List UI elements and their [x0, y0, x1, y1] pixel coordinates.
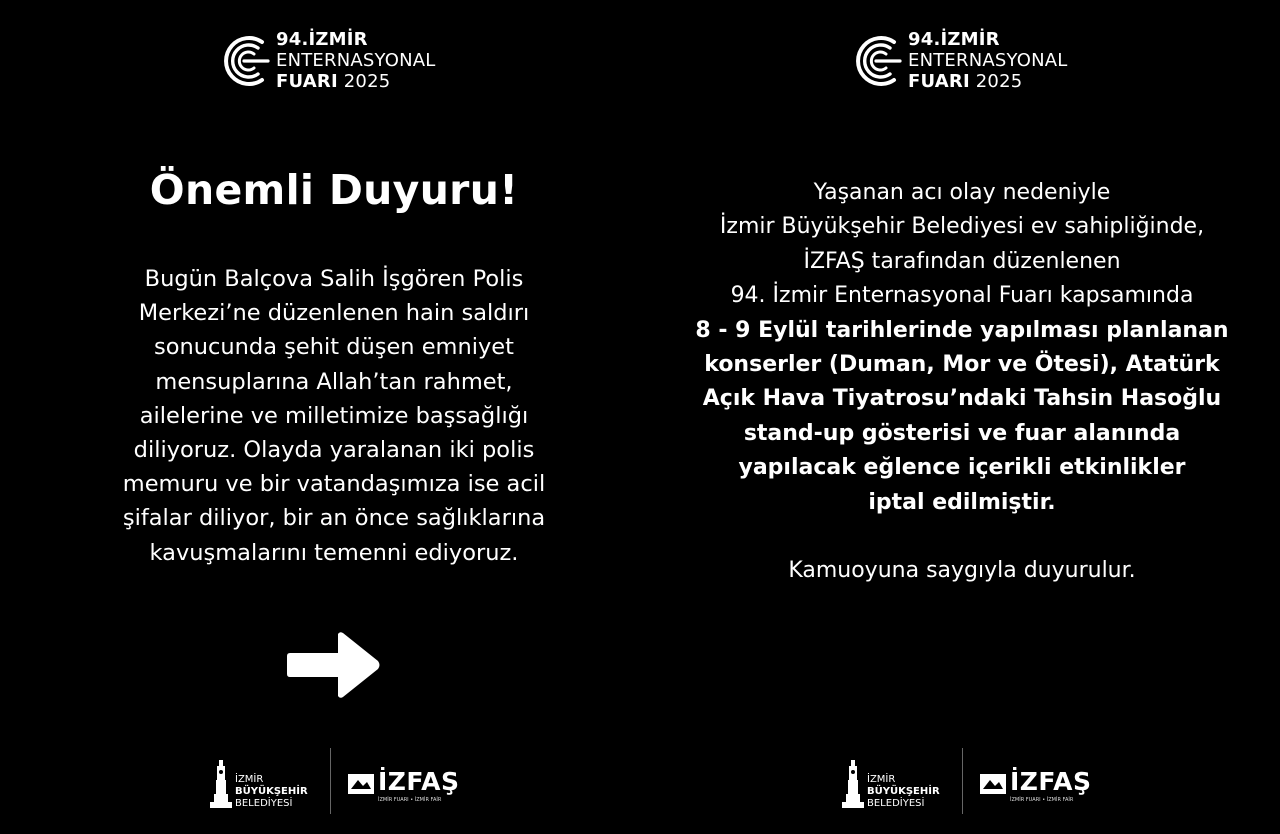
notice-line: İzmir Büyükşehir Belediyesi ev sahipliğinde, [719, 214, 1205, 240]
izfas-emblem-icon [348, 774, 374, 794]
announcement-panel-right [640, 0, 1280, 834]
notice-line-bold: stand-up gösterisi ve fuar alanında [743, 420, 1181, 446]
ibb-logo [840, 758, 952, 818]
footer-divider [962, 748, 963, 814]
ibb-logo-text [867, 774, 940, 810]
notice-line-bold: konserler (Duman, Mor ve Ötesi), Atatürk [704, 352, 1220, 378]
paragraph-gap [640, 520, 1280, 554]
fair-emblem-icon [854, 28, 904, 94]
izfas-name: İZFAŞ [1010, 767, 1092, 796]
notice-line-bold: Açık Hava Tiyatrosu’ndaki Tahsin Hasoğlu [702, 386, 1222, 412]
cancellation-notice [640, 176, 1280, 589]
fair-fuari: FUARI [276, 71, 338, 92]
arrow-right-icon [284, 628, 384, 702]
notice-line: Yaşanan acı olay nedeniyle [813, 180, 1111, 205]
fair-edition: 94.İZMİR [908, 29, 1000, 50]
footer-divider [330, 748, 331, 814]
ibb-line: BÜYÜKŞEHİR [235, 786, 308, 797]
fair-name: ENTERNASYONAL [276, 50, 436, 71]
izfas-logo [348, 768, 468, 808]
page-title: Önemli Duyuru! [149, 166, 519, 214]
condolence-message [70, 262, 598, 570]
clock-tower-icon [840, 758, 866, 810]
message-line: mensuplarına Allah’tan rahmet, [155, 368, 513, 395]
message-line: Bugün Balçova Salih İşgören Polis [144, 266, 524, 292]
ibb-line: BÜYÜKŞEHİR [867, 786, 940, 797]
message-line: Merkezi’ne düzenlenen hain saldırı [138, 300, 530, 327]
fair-year: 2025 [975, 71, 1023, 92]
izfas-name: İZFAŞ [378, 767, 460, 796]
closing-line: Kamuoyuna saygıyla duyurulur. [788, 558, 1136, 584]
clock-tower-icon [208, 758, 234, 810]
ibb-logo [208, 758, 320, 818]
fair-logo-text [276, 29, 436, 92]
message-line: ailelerine ve milletimize başsağlığı [139, 402, 529, 429]
ibb-logo-text [235, 774, 308, 810]
fair-name: ENTERNASYONAL [908, 50, 1068, 71]
izfas-emblem-icon [980, 774, 1006, 794]
message-line: şifalar diliyor, bir an önce sağlıklarına [122, 505, 546, 532]
notice-line: İZFAŞ tarafından düzenlenen [803, 248, 1121, 274]
message-line: memuru ve bir vatandaşımıza ise acil [122, 471, 546, 498]
fair-fuari: FUARI [908, 71, 970, 92]
message-line: kavuşmalarını temenni ediyoruz. [149, 539, 519, 566]
ibb-line: İZMİR [235, 774, 264, 785]
message-line: diliyoruz. Olayda yaralanan iki polis [133, 437, 535, 464]
ibb-line: İZMİR [867, 774, 896, 785]
notice-line: 94. İzmir Enternasyonal Fuarı kapsamında [730, 283, 1194, 309]
notice-line-bold: 8 - 9 Eylül tarihlerinde yapılması planlanan [695, 317, 1229, 343]
izfas-tagline: İZMİR FUARI • İZMİR FAİR [1010, 797, 1074, 803]
message-line: sonucunda şehit düşen emniyet [154, 334, 514, 361]
ibb-line: BELEDİYESİ [235, 798, 293, 809]
izfas-logo [980, 768, 1100, 808]
notice-line-bold: yapılacak eğlence içerikli etkinlikler [738, 455, 1186, 481]
izfas-tagline: İZMİR FUARI • İZMİR FAİR [378, 797, 442, 803]
fair-edition: 94.İZMİR [276, 29, 368, 50]
notice-line-bold: iptal edilmiştir. [868, 489, 1056, 515]
ibb-line: BELEDİYESİ [867, 798, 925, 809]
fair-logo-text [908, 29, 1068, 92]
fair-year: 2025 [343, 71, 391, 92]
fair-emblem-icon [222, 28, 272, 94]
